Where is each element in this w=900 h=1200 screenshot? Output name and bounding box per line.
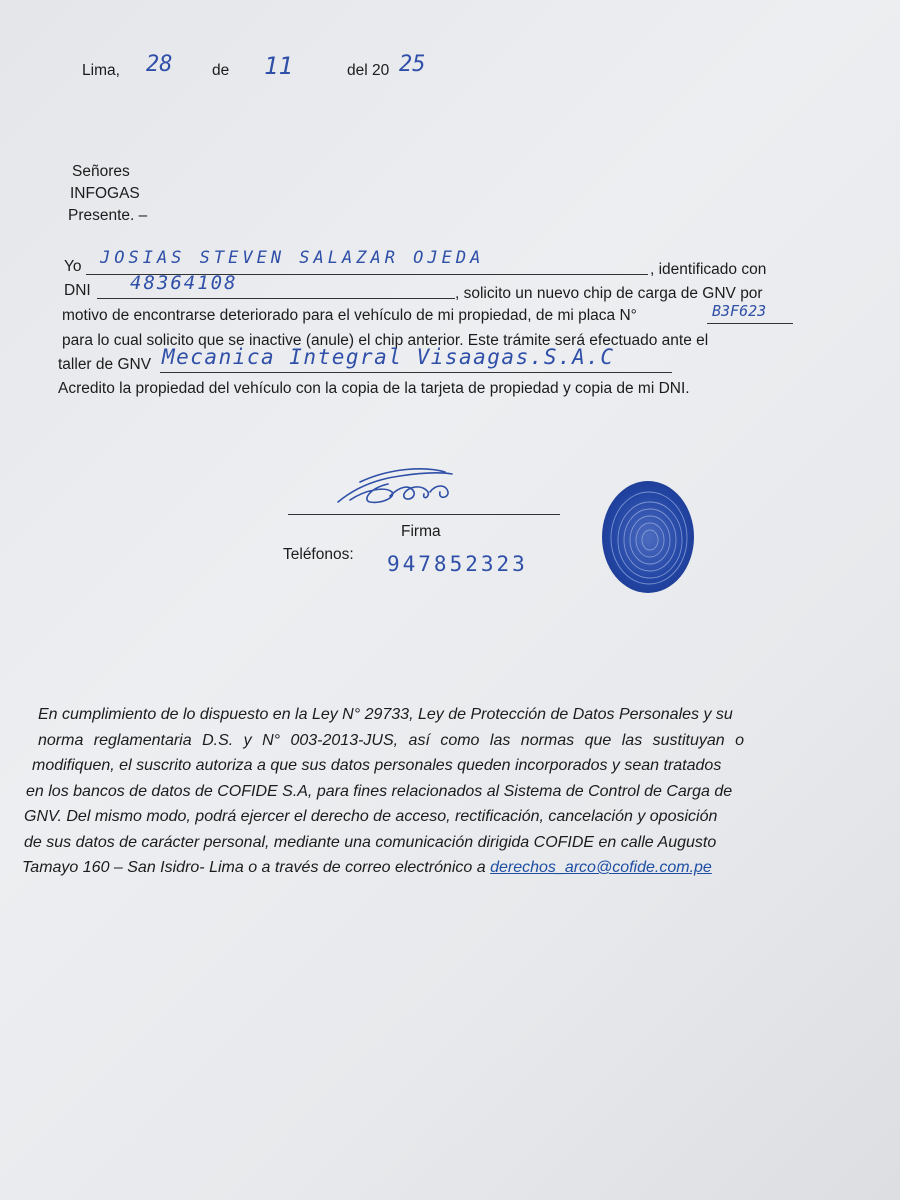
placa-value: B3F623 (712, 302, 767, 320)
telefono-value: 947852323 (387, 552, 528, 576)
para-lo-cual-text: para lo cual solicito que se inactive (anule) el chip anterior. Este trámite será efectuado ante el (62, 332, 709, 349)
signature-line (288, 514, 560, 515)
fingerprint-icon (598, 478, 698, 596)
addressee-line1: Señores (72, 163, 130, 180)
legal-line: GNV. Del mismo modo, podrá ejercer el derecho de acceso, rectificación, cancelación y oposición (24, 808, 718, 825)
addressee-line2: INFOGAS (70, 185, 140, 202)
email-link[interactable]: derechos_arco@cofide.com.pe (490, 859, 712, 876)
solicito-text: , solicito un nuevo chip de carga de GNV por (455, 285, 763, 302)
legal-line: de sus datos de carácter personal, mediante una comunicación dirigida COFIDE en calle Augusto (24, 833, 717, 851)
yo-label: Yo (64, 258, 82, 275)
addressee-line3: Presente. – (68, 207, 148, 224)
dni-value: 48364108 (130, 272, 238, 294)
dni-label: DNI (64, 282, 91, 299)
legal-line: en los bancos de datos de COFIDE S.A, para fines relacionados al Sistema de Control de Carga de (26, 782, 733, 800)
date-day: 28 (146, 52, 173, 77)
legal-line: norma reglamentaria D.S. y N° 003-2013-JUS, así como las normas que las sustituyan o (38, 731, 745, 749)
taller-label: taller de GNV (58, 356, 152, 373)
legal-last-text: Tamayo 160 – San Isidro- Lima o a través de correo electrónico a (22, 859, 486, 876)
city-label: Lima, (82, 62, 120, 79)
taller-value: Mecanica Integral Visaagas.S.A.C (162, 345, 615, 369)
signature-scribble (330, 462, 460, 514)
de-label: de (212, 62, 230, 79)
firma-label: Firma (401, 523, 441, 540)
motivo-text: motivo de encontrarse deteriorado para el vehículo de mi propiedad, de mi placa N° (62, 307, 637, 324)
legal-line: modifiquen, el suscrito autoriza a que sus datos personales queden incorporados y sean tratados (32, 757, 722, 774)
taller-underline (160, 372, 672, 373)
legal-line: En cumplimiento de lo dispuesto en la Ley N° 29733, Ley de Protección de Datos Personales y su (38, 706, 733, 723)
acredito-text: Acredito la propiedad del vehículo con la copia de la tarjeta de propiedad y copia de mi DNI. (58, 380, 690, 397)
placa-underline (707, 323, 793, 324)
legal-notice (22, 702, 812, 881)
identificado-text: , identificado con (650, 261, 767, 278)
applicant-name: JOSIAS STEVEN SALAZAR OJEDA (100, 248, 485, 268)
legal-last-line (22, 855, 812, 881)
dni-underline (97, 298, 455, 299)
date-year: 25 (399, 52, 426, 77)
year-prefix: del 20 (347, 62, 390, 79)
telefonos-label: Teléfonos: (283, 546, 354, 563)
date-month: 11 (264, 52, 293, 80)
